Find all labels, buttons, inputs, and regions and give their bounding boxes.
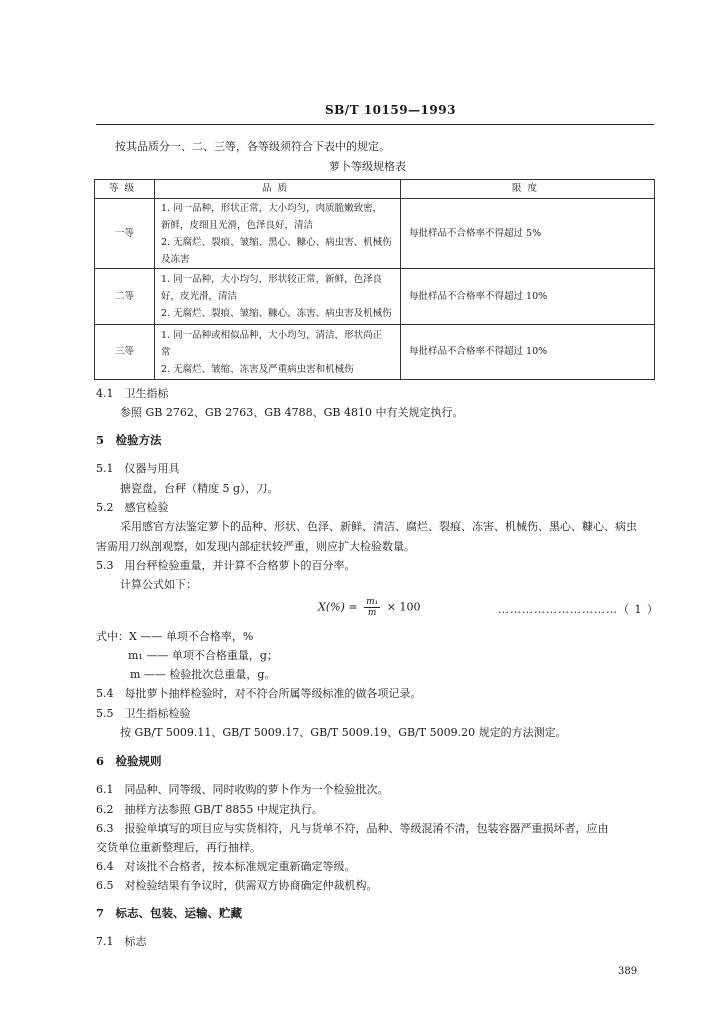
section-4-1-text: 参照 GB 2762、GB 2763、GB 4788、GB 4810 中有关规定执行。 <box>120 406 464 419</box>
section-6-title: 6 检验规则 <box>96 754 162 768</box>
limit-cell: 每批样品不合格率不得超过 10% <box>401 325 655 380</box>
section-5-5-title: 5.5 卫生指标检验 <box>96 707 191 720</box>
quality-line: 2. 无腐烂、皱缩、冻害及严重病虫害和机械伤 <box>161 363 354 375</box>
quality-cell <box>155 199 401 269</box>
section-5-2-text: 害需用刀纵剖观察，如发现内部症状较严重，则应扩大检验数量。 <box>96 540 415 553</box>
limit-cell: 每批样品不合格率不得超过 10% <box>401 269 655 325</box>
quality-line: 2. 无腐烂、裂痕、皱缩、黑心、糠心、病虫害、机械伤 <box>161 236 392 248</box>
variable-m: m —— 检验批次总重量，g。 <box>130 668 276 681</box>
section-5-1-title: 5.1 仪器与用具 <box>96 462 180 475</box>
quality-line: 2. 无腐烂、裂痕、皱缩、糠心、冻害、病虫害及机械伤 <box>161 308 392 319</box>
section-5-title: 5 检验方法 <box>96 433 162 447</box>
section-6-1: 6.1 同品种、同等级、同时收购的萝卜作为一个检验批次。 <box>96 783 389 796</box>
section-5-5-text: 按 GB/T 5009.11、GB/T 5009.17、GB/T 5009.19、GB/T 5009.20 规定的方法测定。 <box>120 726 567 739</box>
grade-cell: 一等 <box>95 199 155 269</box>
section-5-1-text: 搪瓷盘，台秤（精度 5 g），刀。 <box>120 482 279 495</box>
formula-numerator: m₁ <box>366 597 379 607</box>
equation-number: …………………………（ 1 ） <box>498 603 659 616</box>
quality-line: 1. 同一品种，形状正常，大小均匀，肉质脆嫩致密， <box>161 202 383 214</box>
section-7-1-title: 7.1 标志 <box>96 935 147 948</box>
table-row <box>95 199 655 269</box>
formula-denominator: m <box>367 608 377 618</box>
formula <box>318 597 420 618</box>
quality-line: 1. 同一品种或相似品种，大小均匀，清洁，形状尚正 <box>161 329 383 341</box>
header-rule <box>96 124 654 125</box>
quality-line: 1. 同一品种，大小均匀，形状较正常，新鲜，色泽良 <box>161 274 383 285</box>
section-6-3-cont: 交货单位重新整理后，再行抽样。 <box>96 841 261 854</box>
grade-cell: 三等 <box>95 325 155 380</box>
section-5-3-title: 5.3 用台秤检验重量，并计算不合格萝卜的百分率。 <box>96 559 356 572</box>
section-7-title: 7 标志、包装、运输、贮藏 <box>96 906 243 920</box>
variable-x: 式中：X —— 单项不合格率，% <box>96 630 254 643</box>
variable-m1: m₁ —— 单项不合格重量，g； <box>128 649 278 662</box>
formula-fraction <box>364 597 380 618</box>
table-header-row <box>95 180 655 199</box>
quality-line: 新鲜，皮细且光滑，色泽良好，清洁 <box>161 219 314 231</box>
table-row <box>95 325 655 380</box>
section-5-2-title: 5.2 感官检验 <box>96 501 169 514</box>
section-6-3: 6.3 报验单填写的项目应与实货相符，凡与货单不符，品种、等级混淆不清，包装容器严重损坏者，应由 <box>96 822 609 835</box>
section-4-1-title: 4.1 卫生指标 <box>96 387 169 400</box>
quality-cell <box>155 269 401 325</box>
table-title: 萝卜等级规格表 <box>329 160 406 173</box>
section-6-5: 6.5 对检验结果有争议时，供需双方协商确定仲裁机构。 <box>96 879 378 892</box>
page-number: 389 <box>618 966 638 977</box>
section-6-2: 6.2 抽样方法参照 GB/T 8855 中规定执行。 <box>96 803 323 816</box>
table-row <box>95 269 655 325</box>
header-quality: 品质 <box>155 180 401 199</box>
formula-rhs: × 100 <box>386 600 421 614</box>
formula-lhs: X(%) = <box>318 600 358 614</box>
section-5-2-text: 采用感官方法鉴定萝卜的品种、形状、色泽、新鲜、清洁、腐烂、裂痕、冻害、机械伤、黑心、糠心、病虫 <box>120 520 637 533</box>
grade-spec-table <box>94 179 655 380</box>
quality-line: 及冻害 <box>161 253 190 265</box>
quality-cell <box>155 325 401 380</box>
quality-line: 常 <box>161 346 171 358</box>
limit-cell: 每批样品不合格率不得超过 5% <box>401 199 655 269</box>
quality-line: 好，皮光滑，清洁 <box>161 291 238 302</box>
grade-cell: 二等 <box>95 269 155 325</box>
document-code: SB/T 10159—1993 <box>325 103 456 117</box>
section-6-4: 6.4 对该批不合格者，按本标准规定重新确定等级。 <box>96 860 356 873</box>
header-limit: 限度 <box>401 180 655 199</box>
section-5-4: 5.4 每批萝卜抽样检验时，对不符合所属等级标准的做各项记录。 <box>96 687 422 700</box>
header-grade: 等级 <box>95 180 155 199</box>
section-5-3-text: 计算公式如下： <box>120 578 197 591</box>
intro-text: 按其品质分一、二、三等，各等级须符合下表中的规定。 <box>115 140 390 153</box>
